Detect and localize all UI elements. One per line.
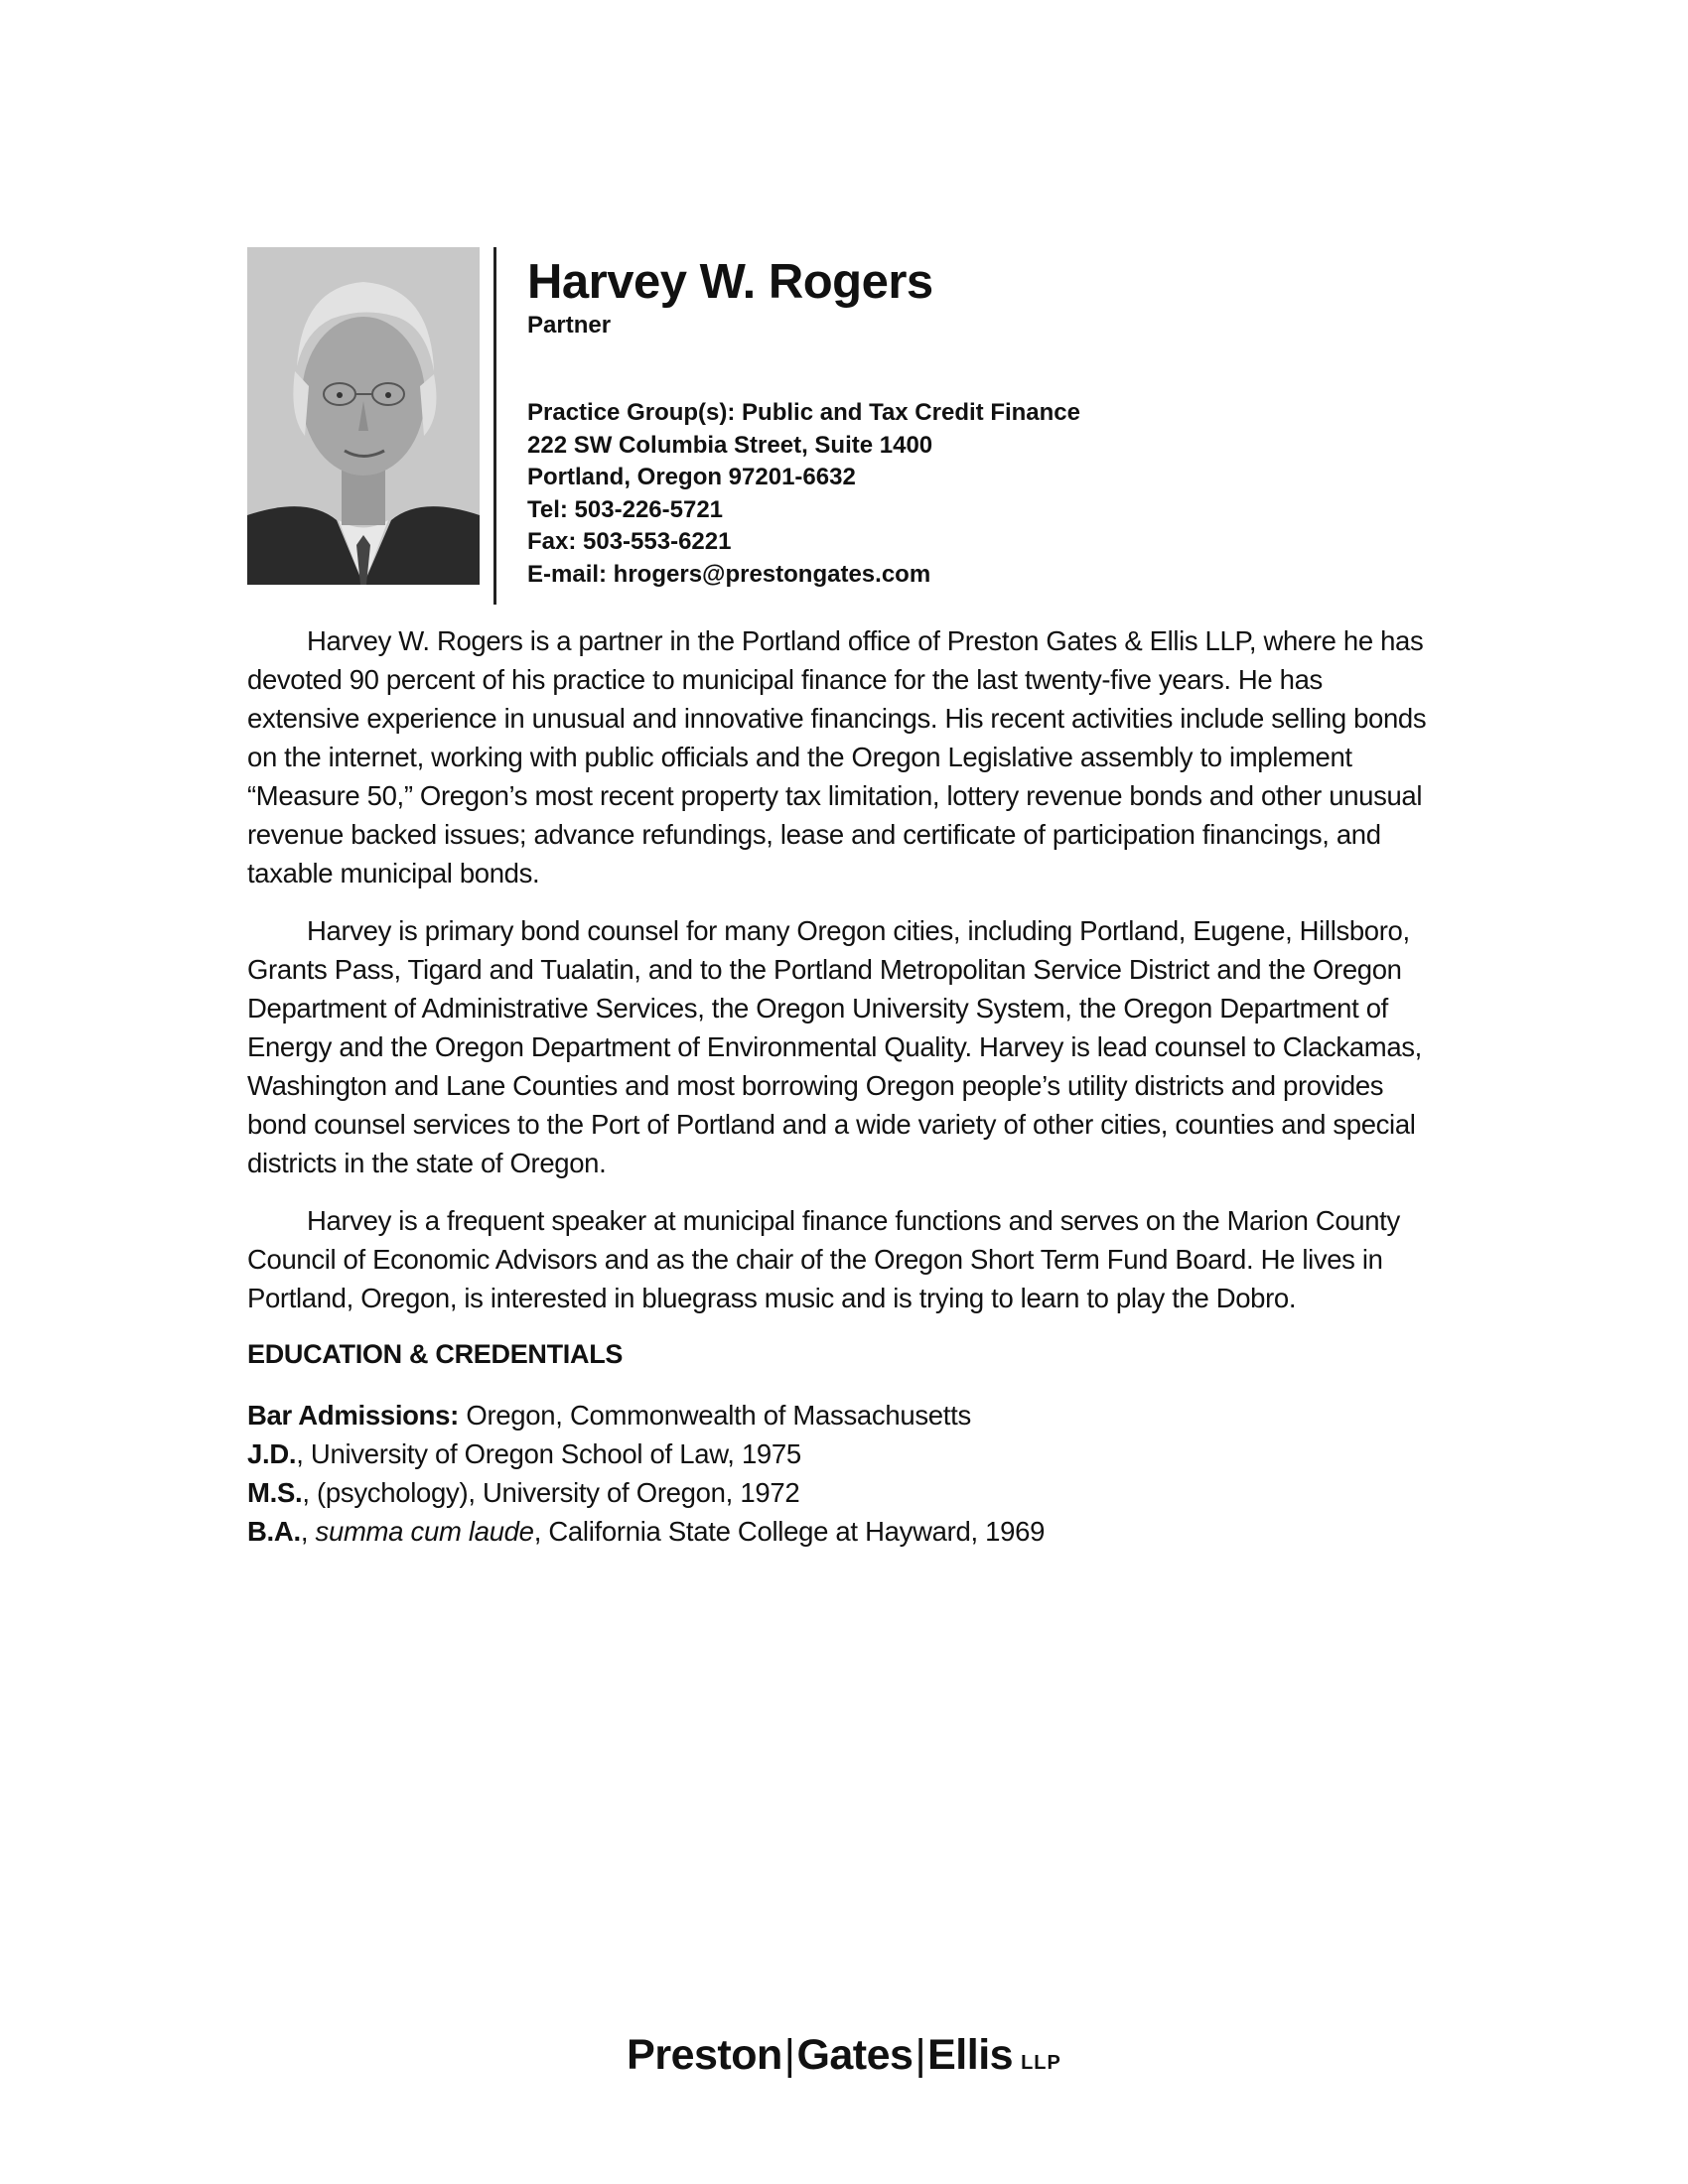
bio-paragraph: Harvey is a frequent speaker at municipal finance functions and serves on the Marion County Council of Economic Advisors and as the chair of the Oregon Short Term Fund Board. He lives in Portland, Oregon, is interested in bluegrass music and is trying to learn to play the Dobro. <box>247 1205 1400 1313</box>
logo-separator: | <box>783 2031 795 2079</box>
ba-label: B.A. <box>247 1516 301 1547</box>
address-street: 222 SW Columbia Street, Suite 1400 <box>527 431 933 459</box>
ba-separator: , <box>300 1516 316 1547</box>
education-item-jd <box>247 1434 1045 1473</box>
education-list <box>247 1396 1045 1551</box>
bio-paragraph: Harvey W. Rogers is a partner in the Portland office of Preston Gates & Ellis LLP, where he has devoted 90 percent of his practice to municipal finance for the last twenty-five years. He has extensive experience in unusual and innovative financings. His recent activities include selling bonds on the internet, working with public officials and the Oregon Legislative assembly to implement “Measure 50,” Oregon’s most recent property tax limitation, lottery revenue bonds and other unusual revenue backed issues; advance refundings, lease and certificate of participation financings, and taxable municipal bonds. <box>247 625 1427 888</box>
logo-preston: Preston <box>627 2031 782 2079</box>
header-divider <box>493 247 496 605</box>
education-item-ba <box>247 1512 1045 1551</box>
education-item-bar <box>247 1396 1045 1434</box>
jd-value: , University of Oregon School of Law, 1975 <box>296 1438 801 1469</box>
person-title: Partner <box>527 312 612 339</box>
logo-gates: Gates <box>796 2031 914 2079</box>
jd-label: J.D. <box>247 1438 297 1469</box>
bar-value: Oregon, Commonwealth of Massachusetts <box>459 1400 971 1431</box>
ms-value: , (psychology), University of Oregon, 1972 <box>302 1477 800 1508</box>
firm-logo <box>0 2031 1688 2080</box>
fax: Fax: 503-553-6221 <box>527 528 732 555</box>
contact-block <box>527 397 1520 591</box>
address-city: Portland, Oregon 97201-6632 <box>527 464 856 490</box>
logo-separator: | <box>914 2031 926 2079</box>
education-heading: EDUCATION & CREDENTIALS <box>247 1339 624 1369</box>
ba-value: , California State College at Hayward, 1969 <box>533 1516 1046 1547</box>
person-name: Harvey W. Rogers <box>527 255 933 309</box>
bio-body <box>247 621 1439 1336</box>
telephone: Tel: 503-226-5721 <box>527 495 724 523</box>
ba-honor: summa cum laude <box>315 1516 534 1547</box>
education-item-ms <box>247 1473 1045 1512</box>
logo-ellis: Ellis <box>927 2031 1014 2079</box>
bio-paragraph: Harvey is primary bond counsel for many Oregon cities, including Portland, Eugene, Hillsboro, Grants Pass, Tigard and Tualatin, and to the Portland Metropolitan Service District and the Oregon Department of Administrative Services, the Oregon University System, the Oregon Department of Energy and the Oregon Department of Environmental Quality. Harvey is lead counsel to Clackamas, Washington and Lane Counties and most borrowing Oregon people’s utility districts and provides bond counsel services to the Port of Portland and a wide variety of other cities, counties and special districts in the state of Oregon. <box>247 915 1422 1178</box>
portrait-photo <box>247 247 480 585</box>
email: E-mail: hrogers@prestongates.com <box>527 560 931 588</box>
bar-label: Bar Admissions: <box>247 1400 460 1431</box>
ms-label: M.S. <box>247 1477 303 1508</box>
portrait-image <box>247 247 480 585</box>
profile-header <box>527 254 1520 591</box>
logo-llp: LLP <box>1021 2052 1061 2074</box>
practice-group: Practice Group(s): Public and Tax Credit Finance <box>527 399 1081 426</box>
